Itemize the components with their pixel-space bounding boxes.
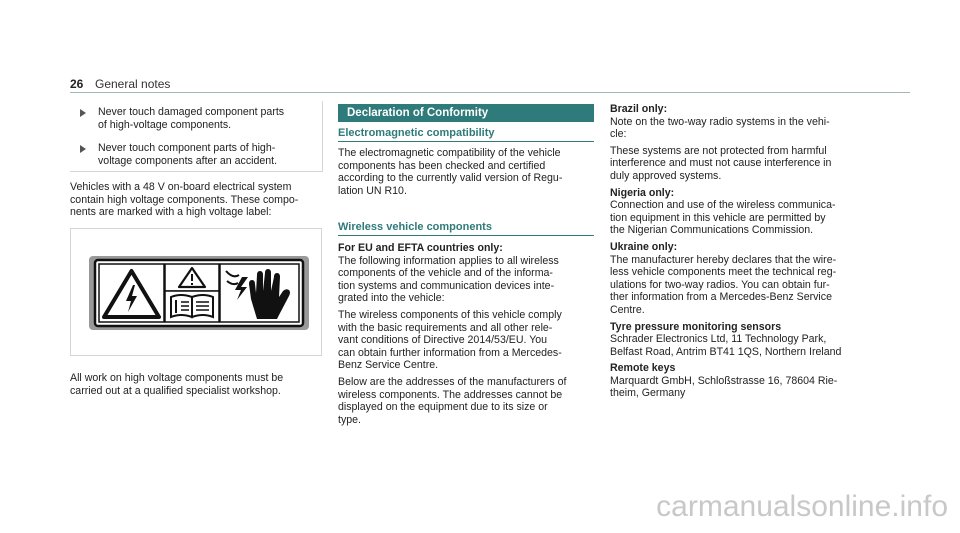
emc-heading-rule <box>338 141 594 142</box>
warning-item-2: Never touch component parts of high- voltage components after an accident. <box>98 142 278 167</box>
section-title-bar: Declaration of Conformity <box>338 104 594 122</box>
high-voltage-label-image <box>71 229 321 355</box>
emc-paragraph: The electromagnetic compatibility of the vehicle components has been checked and certified according to the currently valid version of Regu- lation UN R10. <box>338 147 563 197</box>
emc-heading: Electromagnetic compatibility <box>338 127 495 139</box>
bullet-arrow-icon <box>78 108 86 117</box>
read-manual-icon <box>171 295 213 317</box>
tpms-heading: Tyre pressure monitoring sensors <box>610 320 782 333</box>
warning-note-box <box>70 101 323 172</box>
workshop-paragraph: All work on high voltage components must be carried out at a qualified specialist workshop. <box>70 372 284 397</box>
ukraine-heading: Ukraine only: <box>610 240 678 253</box>
warning-item-1: Never touch damaged component parts of high-voltage components. <box>98 106 285 131</box>
wireless-heading-rule <box>338 235 594 236</box>
nigeria-heading: Nigeria only: <box>610 186 675 199</box>
wireless-heading: Wireless vehicle components <box>338 221 492 233</box>
remote-keys-heading: Remote keys <box>610 362 676 375</box>
section-name: General notes <box>95 77 171 91</box>
bullet-arrow-icon <box>78 144 86 153</box>
country-notes: Brazil only: Note on the two-way radio systems in the vehi- cle: These systems are not protected from harmful interference and must not cause interference in duly approved systems. Nigeria only: Connection and use of the wireless communica- tion equipment in this vehicle are permitted by the Nigerian Communications Commission. Ukraine only: The manufacturer hereby declares that the wire- less vehicle components meet the technical reg- ulations for two-way radios. You can obtain fur- ther information from a Mercedes-Benz Service Centre. Tyre pressure monitoring sensors Schrader Electronics Ltd, 11 Technology Park, Belfast Road, Antrim BT41 1QS, Northern Ireland Remote keys Marquardt GmbH, Schloßstrasse 16, 78604 Rie- theim, Germany <box>610 103 866 400</box>
wireless-body: For EU and EFTA countries only: The following information applies to all wireless components of the vehicle and of the informa- tion systems and communication devices inte- grated into the vehicle: The wireless components of this vehicle comply with the basic requirements and all other rele- vant conditions of Directive 2014/53/EU. You can obtain further information from a Mercedes- Benz Service Centre. Below are the addresses of the manufacturers of wireless components. The addresses cannot be displayed on the equipment due to its size or type. <box>338 242 590 426</box>
high-voltage-label-figure <box>70 228 322 356</box>
watermark: carmanualsonline.info <box>656 490 948 523</box>
intro-paragraph: Vehicles with a 48 V on-board electrical system contain high voltage components. These compo- nents are marked with a high voltage label: <box>70 181 299 219</box>
brazil-heading: Brazil only: <box>610 103 668 115</box>
eu-efta-heading: For EU and EFTA countries only: <box>338 242 503 254</box>
page-number: 26 <box>70 77 84 91</box>
header-rule <box>70 92 910 93</box>
